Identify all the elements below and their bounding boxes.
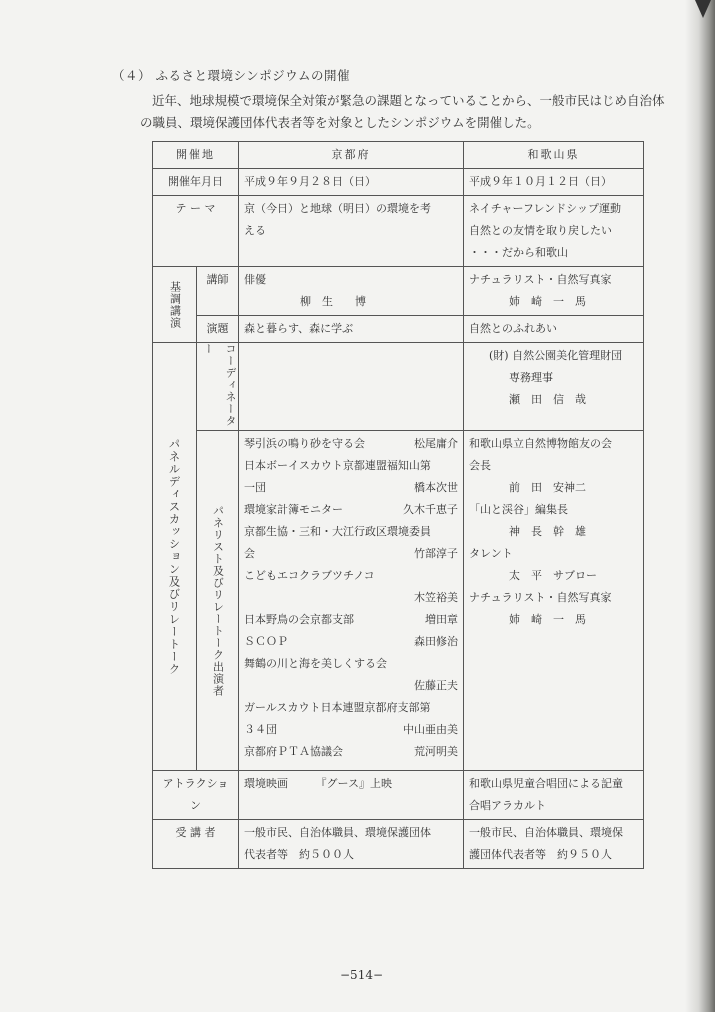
theme-wakayama-line-3: ・・・だから和歌山 <box>469 246 568 259</box>
theme-kyoto-line-2: える <box>244 224 266 237</box>
title-label: 演題 <box>197 316 239 343</box>
coordinator-name: 瀬 田 信 哉 <box>509 393 586 406</box>
coordinator-kyoto <box>239 343 464 431</box>
list-item: 日本野鳥の会京都支部 増田章 <box>244 613 458 626</box>
keynote-label: 基調講演 <box>153 267 197 343</box>
audience-kyoto <box>239 820 464 869</box>
list-item: 和歌山県立自然博物館友の会 <box>469 437 612 450</box>
wakayama-speaker-role: ナチュラリスト・自然写真家 <box>469 273 612 286</box>
intro-line-1: 近年、地球規模で環境保全対策が緊急の課題となっていることから、一般市民はじめ自治体 <box>152 93 665 108</box>
theme-label: テ ー マ <box>153 196 239 267</box>
page-number: −514− <box>340 968 384 982</box>
attraction-wakayama <box>464 771 644 820</box>
header-wakayama: 和歌山県 <box>464 142 644 169</box>
wakayama-speaker-name: 姉 崎 一 馬 <box>509 295 586 308</box>
corner-mark <box>695 0 711 18</box>
list-item: 日本ボーイスカウト京都連盟福知山第 <box>244 459 431 472</box>
date-label: 開催年月日 <box>153 169 239 196</box>
keynote-wakayama-title: 自然とのふれあい <box>464 316 644 343</box>
table-row-attraction <box>153 771 644 820</box>
list-item: 京都府ＰＴＡ協議会 荒河明美 <box>244 745 458 758</box>
table-row-coordinator <box>153 343 644 431</box>
section-heading: （４） ふるさと環境シンポジウムの開催 <box>112 68 351 83</box>
list-item: ナチュラリスト・自然写真家 <box>469 591 612 604</box>
panelists-label: パネリスト及びリレートーク出演者 <box>197 431 239 771</box>
panelists-wakayama <box>464 431 644 771</box>
attraction-wakayama-line-2: 合唱アラカルト <box>469 799 546 812</box>
list-item: 京都生協・三和・大江行政区環境委員 <box>244 525 431 538</box>
list-item: 神 長 幹 雄 <box>509 525 586 538</box>
keynote-kyoto-speaker <box>239 267 464 316</box>
list-item: こどもエコクラブツチノコ <box>244 569 375 582</box>
audience-kyoto-line-2: 代表者等 約５００人 <box>244 848 354 861</box>
table-row-keynote-title <box>153 316 644 343</box>
list-item: 「山と渓谷」編集長 <box>469 503 568 516</box>
header-kyoto: 京都府 <box>239 142 464 169</box>
list-item: 姉 崎 一 馬 <box>509 613 586 626</box>
theme-wakayama <box>464 196 644 267</box>
list-item: ３４団 中山亜由美 <box>244 723 458 736</box>
list-item: ガールスカウト日本連盟京都府支部第 <box>244 701 431 714</box>
list-item: 太 平 サブロー <box>509 569 597 582</box>
keynote-kyoto-title: 森と暮らす、森に学ぶ <box>239 316 464 343</box>
attraction-label: アトラクション <box>153 771 239 820</box>
header-label: 開催地 <box>153 142 239 169</box>
coordinator-label-cell <box>197 343 239 431</box>
theme-wakayama-line-1: ネイチャーフレンドシップ運動 <box>469 202 621 215</box>
list-item: 会長 <box>469 459 491 472</box>
page-edge-shadow <box>685 0 715 1012</box>
audience-kyoto-line-1: 一般市民、自治体職員、環境保護団体 <box>244 826 431 839</box>
audience-label: 受 講 者 <box>153 820 239 869</box>
keynote-wakayama-speaker <box>464 267 644 316</box>
theme-wakayama-line-2: 自然との友情を取り戻したい <box>469 224 612 237</box>
coordinator-wakayama <box>464 343 644 431</box>
list-item: 一団 橋本次世 <box>244 481 458 494</box>
list-item: 舞鶴の川と海を美しくする会 <box>244 657 387 670</box>
symposium-table <box>152 141 644 869</box>
list-item: 琴引浜の鳴り砂を守る会 松尾庸介 <box>244 437 458 450</box>
intro-line-2: の職員、環境保護団体代表者等を対象としたシンポジウムを開催した。 <box>140 115 540 130</box>
intro-paragraph <box>112 90 664 134</box>
coordinator-title: 専務理事 <box>509 371 553 384</box>
list-item: 会 竹部淳子 <box>244 547 458 560</box>
audience-wakayama-line-1: 一般市民、自治体職員、環境保 <box>469 826 623 839</box>
list-item: 環境家計簿モニター 久木千恵子 <box>244 503 458 516</box>
list-item: タレント <box>469 547 513 560</box>
kyoto-speaker-name: 柳 生 博 <box>300 295 366 308</box>
theme-kyoto-line-1: 京（今日）と地球（明日）の環境を考 <box>244 202 431 215</box>
coordinator-org: (財) 自然公園美化管理財団 <box>489 349 623 362</box>
table-row-header <box>153 142 644 169</box>
kyoto-speaker-role: 俳優 <box>244 273 266 286</box>
date-wakayama: 平成９年１０月１２日（日） <box>464 169 644 196</box>
panelists-kyoto <box>239 431 464 771</box>
table-row-panelists <box>153 431 644 771</box>
audience-wakayama-line-2: 護団体代表者等 約９５０人 <box>469 848 612 861</box>
table-row-theme <box>153 196 644 267</box>
table-row-audience <box>153 820 644 869</box>
list-item: 木笠裕美 <box>414 591 458 604</box>
list-item: ＳＣＯＰ 森田修治 <box>244 635 458 648</box>
table-row-date <box>153 169 644 196</box>
audience-wakayama <box>464 820 644 869</box>
list-item: 前 田 安神二 <box>509 481 586 494</box>
theme-kyoto <box>239 196 464 267</box>
coordinator-label: コーディネーター <box>202 343 237 427</box>
attraction-kyoto: 環境映画 『グース』上映 <box>239 771 464 820</box>
attraction-wakayama-line-1: 和歌山県児童合唱団による記童 <box>469 777 623 790</box>
list-item: 佐藤正夫 <box>414 679 458 692</box>
table-row-keynote-speaker <box>153 267 644 316</box>
panel-label: パネルディスカッション及びリレートーク <box>153 343 197 771</box>
speaker-label: 講師 <box>197 267 239 316</box>
date-kyoto: 平成９年９月２８日（日） <box>239 169 464 196</box>
